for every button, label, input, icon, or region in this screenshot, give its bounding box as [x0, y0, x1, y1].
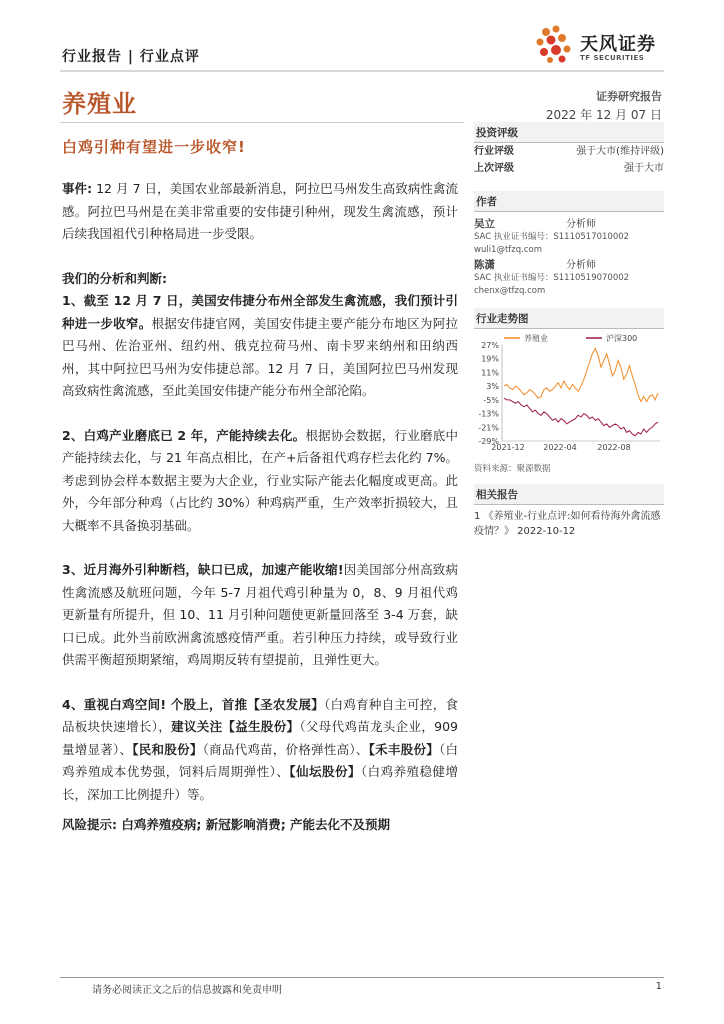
chart-x-tick-label: 2022-04 [543, 443, 577, 452]
main-body [62, 178, 458, 859]
logo-mark-icon [532, 22, 576, 66]
point-3-text: 因美国部分州高致病性禽流感及航班问题，今年 5-7 月祖代鸡引种量为 0，8、9 月祖代鸡更新量有所提升，但 10、11 月引种问题使更新量回落至 3-4 万套，缺口已成。此外当前欧洲禽流感疫情严重。若引种压力持续，或导致行业供需平衡超预期紧缩，鸡周期反转有望提前，且弹性更大。 [62, 562, 458, 667]
prev-rating-row [474, 160, 664, 177]
point-1-text: 根据安伟捷官网，美国安伟捷主要产能分布地区为阿拉巴马州、佐治亚州、纽约州、俄克拉荷马州、南卡罗来纳州和田纳西州，其中阿拉巴马州为安伟捷总部。12 月 7 日，美国阿拉巴马州发现高致病性禽流感，至此美国安伟捷产能分布州全部沦陷。 [62, 315, 458, 398]
chart-y-tick-label: -13% [478, 409, 499, 419]
chart-source: 资料来源：聚源数据 [474, 464, 551, 474]
chart-y-tick-label: 27% [481, 341, 499, 350]
author-sac: SAC 执业证书编号：S1110517010002 [474, 232, 630, 242]
chart-y-tick-label: 3% [486, 382, 499, 392]
sidebar [474, 122, 664, 539]
analysis-heading: 我们的分析和判断: [62, 270, 167, 286]
point-2-head: 2、白鸡产业磨底已 2 年，产能持续去化。 [62, 427, 306, 443]
author-heading: 作者 [474, 191, 664, 212]
trend-chart [474, 331, 664, 459]
footer-disclaimer: 请务必阅读正文之后的信息披露和免责申明 [92, 985, 282, 996]
risk-warning: 风险提示: 白鸡养殖疫病; 新冠影响消费; 产能去化不及预期 [62, 817, 391, 832]
author-email[interactable]: chenx@tfzq.com [474, 286, 546, 296]
point-4-text-a: （白鸡育种自主可控，食品板块快速增长）， [62, 696, 458, 734]
logo-en: TF SECURITIES [580, 54, 645, 62]
rating-heading: 投资评级 [474, 122, 664, 143]
author-title: 分析师 [566, 260, 596, 271]
chart-y-tick-label: -5% [483, 395, 499, 405]
chart-x-tick-label: 2021-12 [491, 443, 525, 452]
footer-divider [60, 977, 664, 978]
point-4-stock-f: 【禾丰股份】 [368, 741, 439, 757]
company-logo [532, 22, 672, 70]
rating-value: 强于大市(维持评级) [576, 146, 664, 157]
chart-y-tick-label: 11% [481, 368, 499, 378]
point-2-text: 根据协会数据，行业磨底中产能持续去化，与 21 年高点相比，在产+后备祖代鸡存栏去化约 7%。考虑到协会样本数据主要为大企业，行业实际产能去化幅度或更高。此外，今年部分种鸡（占比约 30%）种鸡病严重，生产效率折损较大，且大概率不具备换羽基础。 [62, 427, 458, 533]
report-headline: 白鸡引种有望进一步收窄! [62, 138, 246, 156]
point-4-stock-b: 建议关注【益生股份】 [171, 719, 300, 734]
related-heading: 相关报告 [474, 484, 664, 505]
author-email[interactable]: wuli1@tfzq.com [474, 245, 543, 255]
point-4-text-e: （商品代鸡苗，价格弹性高）、 [202, 741, 369, 757]
point-4-text-g: （白鸡养殖成本优势强，饲料后周期弹性）、 [62, 741, 458, 779]
prev-rating-value: 强于大市 [624, 163, 664, 174]
point-3-head: 3、近月海外引种断档，缺口已成，加速产能收缩! [62, 562, 344, 577]
point-1-head: 1、截至 12 月 7 日，美国安伟捷分布州全部发生禽流感，我们预计引种进一步收窄。 [62, 293, 458, 331]
chart-y-tick-label: 19% [481, 354, 499, 364]
point-4-stock-h: 【仙坛股份】 [289, 764, 361, 779]
chart-series-line [504, 398, 658, 436]
chart-y-tick-label: -21% [478, 423, 499, 433]
author-name: 陈潇 [474, 259, 495, 271]
point-1 [62, 290, 458, 403]
point-4-head: 4、重视白鸡空间! 个股上，首推【圣农发展】 [62, 696, 324, 712]
industry-title: 养殖业 [62, 90, 137, 118]
point-4-text-i: （白鸡养殖稳健增长，深加工比例提升）等。 [62, 764, 458, 802]
event-text: 12 月 7 日，美国农业部最新消息，阿拉巴马州发生高致病性禽流感。阿拉巴马州是在美非常重要的安伟捷引种州，现发生禽流感，预计后续我国祖代引种格局进一步受限。 [62, 181, 459, 241]
title-divider [60, 122, 464, 123]
author-2 [474, 259, 664, 298]
related-report-link[interactable]: 1 《养殖业-行业点评:如何看待海外禽流感疫情？》 2022-10-12 [474, 511, 661, 537]
point-4-text-c: （父母代鸡苗龙头企业，909 量增显著）、 [62, 719, 458, 757]
point-2 [62, 425, 458, 538]
chart-legend-label: 沪深300 [606, 334, 638, 343]
trend-heading: 行业走势图 [474, 308, 664, 329]
report-type: 证券研究报告 [596, 90, 662, 103]
header-divider [60, 70, 664, 72]
event-label: 事件: [62, 181, 93, 196]
point-4 [62, 694, 458, 807]
chart-x-tick-label: 2022-08 [597, 443, 631, 452]
chart-legend-label: 养殖业 [524, 334, 548, 343]
author-1 [474, 218, 664, 257]
report-date: 2022 年 12 月 07 日 [545, 108, 662, 122]
point-4-stock-d: 【民和股份】 [132, 741, 203, 757]
page-number: 1 [655, 981, 662, 992]
logo-name: 天风证券 [580, 34, 656, 55]
author-title: 分析师 [566, 219, 596, 230]
rating-row [474, 143, 664, 160]
author-name: 吴立 [474, 218, 495, 230]
author-sac: SAC 执业证书编号：S1110519070002 [474, 273, 630, 283]
point-3 [62, 559, 458, 672]
report-category: 行业报告 | 行业点评 [62, 49, 200, 65]
prev-rating-label: 上次评级 [474, 163, 514, 174]
rating-label: 行业评级 [474, 146, 514, 157]
chart-series-line [504, 348, 658, 401]
chart-y-tick-label: -29% [478, 437, 499, 446]
event-paragraph [62, 178, 458, 246]
